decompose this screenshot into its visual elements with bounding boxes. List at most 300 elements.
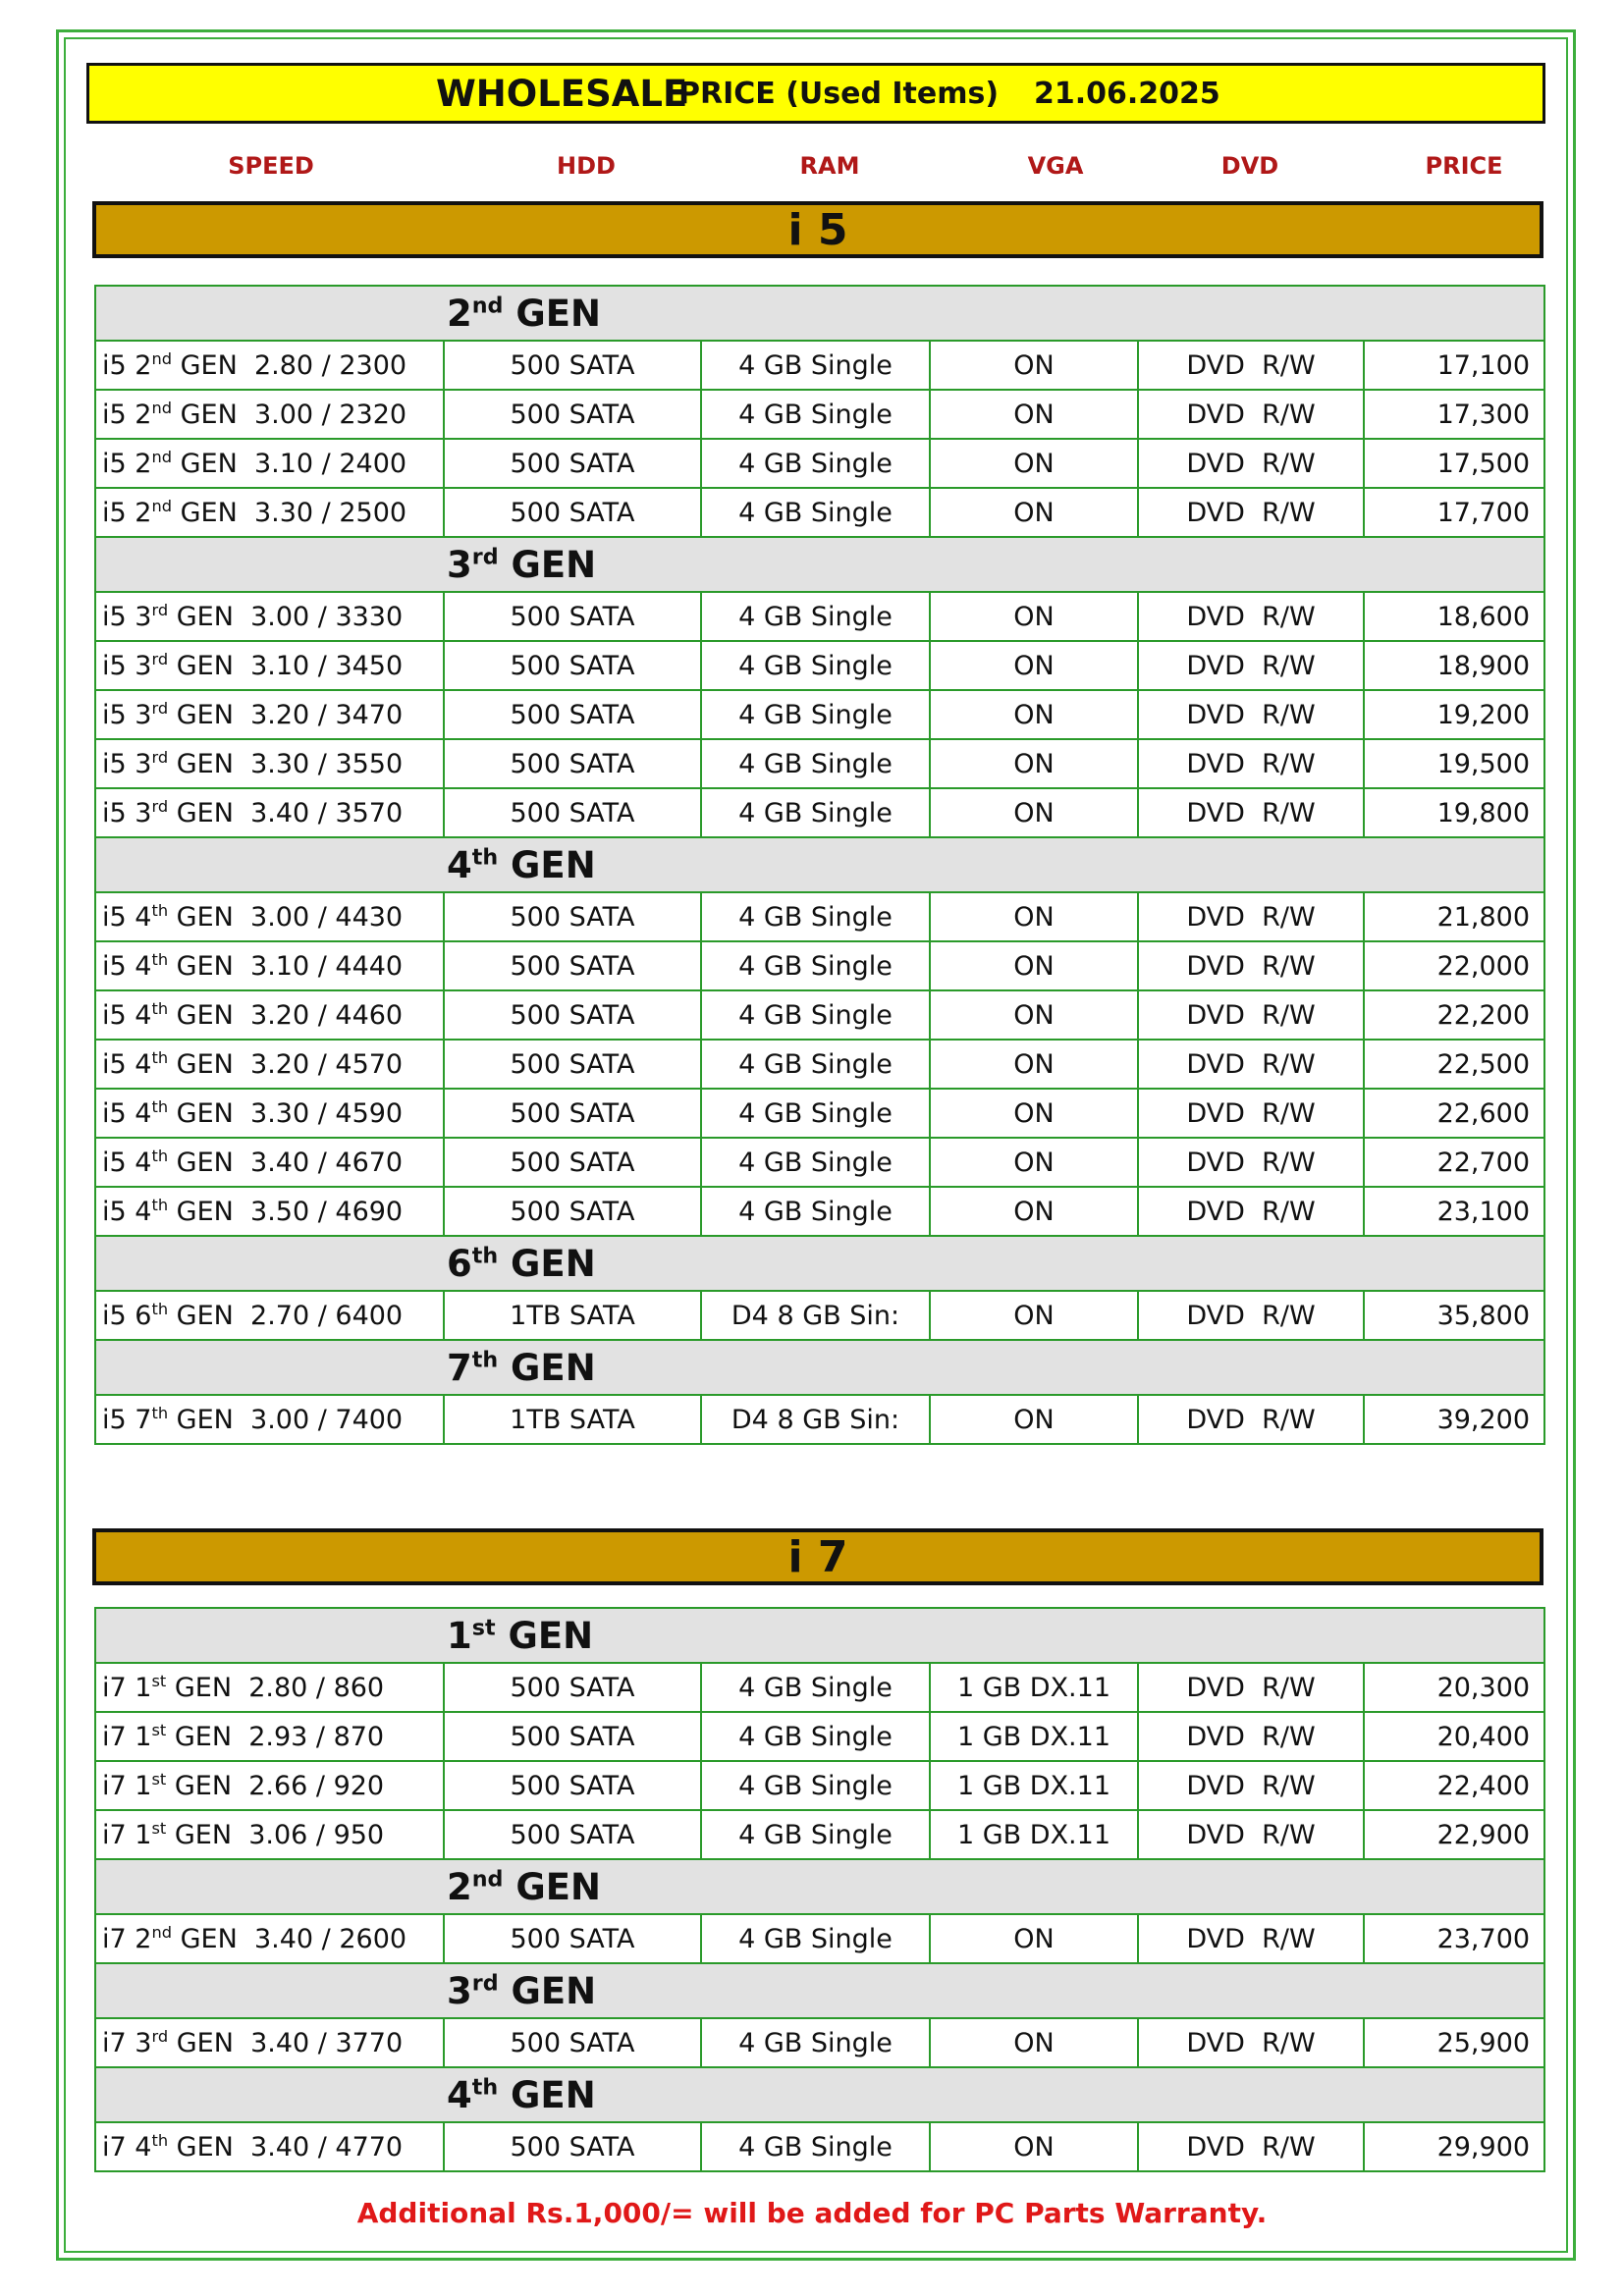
cpu-generation: 1 <box>135 1722 152 1752</box>
table-row <box>95 690 1544 739</box>
cell-dvd: DVD R/W <box>1138 690 1364 739</box>
table-row <box>95 341 1544 390</box>
cell-ram: 4 GB Single <box>701 788 930 837</box>
table-row <box>95 2018 1544 2067</box>
cell-price: 22,400 <box>1364 1761 1544 1810</box>
generation-number: 4 <box>447 2073 472 2116</box>
cpu-speed: 2.80 / 860 <box>248 1673 385 1703</box>
col-head-dvd: DVD <box>1220 152 1279 180</box>
cell-dvd: DVD R/W <box>1138 1914 1364 1963</box>
title-main: WHOLESALE <box>436 72 688 115</box>
cell-price: 22,000 <box>1364 941 1544 990</box>
generation-label <box>95 1236 1544 1291</box>
cpu-model: i5 <box>102 798 127 828</box>
cpu-generation-ordinal: th <box>151 1147 169 1165</box>
cpu-generation-ordinal: th <box>151 1404 169 1422</box>
cell-speed: i5 2nd GEN 3.00 / 2320 <box>95 390 444 439</box>
generation-number: 7 <box>447 1346 472 1389</box>
cpu-speed: 3.30 / 3550 <box>250 749 404 779</box>
generation-text: GEN <box>511 543 597 586</box>
cell-speed: i5 2nd GEN 3.30 / 2500 <box>95 488 444 537</box>
cell-vga: ON <box>930 592 1138 641</box>
cell-dvd: DVD R/W <box>1138 1663 1364 1712</box>
cell-speed: i5 4th GEN 3.10 / 4440 <box>95 941 444 990</box>
cell-ram: 4 GB Single <box>701 1187 930 1236</box>
generation-label <box>95 286 1544 341</box>
cell-speed: i5 3rd GEN 3.30 / 3550 <box>95 739 444 788</box>
cell-hdd: 500 SATA <box>444 892 701 941</box>
cpu-speed: 3.06 / 950 <box>248 1820 385 1850</box>
generation-ordinal: rd <box>471 1970 499 1997</box>
column-headers <box>0 152 1624 187</box>
cell-hdd: 500 SATA <box>444 390 701 439</box>
table-row <box>95 1914 1544 1963</box>
cell-dvd: DVD R/W <box>1138 1810 1364 1859</box>
cell-hdd: 500 SATA <box>444 690 701 739</box>
cpu-model: i5 <box>102 449 127 479</box>
cell-speed: i5 4th GEN 3.50 / 4690 <box>95 1187 444 1236</box>
cell-vga: ON <box>930 788 1138 837</box>
generation-header-row <box>95 837 1544 892</box>
cell-speed: i7 2nd GEN 3.40 / 2600 <box>95 1914 444 1963</box>
cell-dvd: DVD R/W <box>1138 739 1364 788</box>
cpu-model: i7 <box>102 2132 127 2163</box>
cpu-model: i5 <box>102 602 127 632</box>
cell-ram: 4 GB Single <box>701 1138 930 1187</box>
cpu-speed: 3.00 / 4430 <box>250 902 404 933</box>
cpu-speed: 3.30 / 2500 <box>253 498 407 528</box>
cell-dvd: DVD R/W <box>1138 892 1364 941</box>
cpu-generation-ordinal: rd <box>151 2027 169 2046</box>
cell-price: 22,500 <box>1364 1040 1544 1089</box>
cpu-generation-ordinal: st <box>151 1721 167 1739</box>
cell-vga: ON <box>930 892 1138 941</box>
cpu-generation: 3 <box>135 602 152 632</box>
cpu-generation-ordinal: th <box>151 2131 169 2150</box>
cpu-model: i5 <box>102 651 127 681</box>
generation-ordinal: th <box>471 1243 499 1269</box>
generation-header-row <box>95 537 1544 592</box>
cpu-model: i7 <box>102 1673 127 1703</box>
cpu-generation-ordinal: nd <box>151 399 173 417</box>
generation-label <box>95 1340 1544 1395</box>
cpu-generation: 6 <box>135 1301 152 1331</box>
cpu-speed: 3.40 / 4770 <box>250 2132 404 2163</box>
cpu-generation: 2 <box>135 1924 152 1954</box>
cell-hdd: 500 SATA <box>444 439 701 488</box>
price-table-i7 <box>94 1607 1545 2172</box>
section-bar-i7: i 7 <box>92 1528 1543 1585</box>
cell-speed: i5 4th GEN 3.00 / 4430 <box>95 892 444 941</box>
table-row <box>95 1089 1544 1138</box>
cell-dvd: DVD R/W <box>1138 592 1364 641</box>
cpu-generation-ordinal: rd <box>151 797 169 816</box>
cell-dvd: DVD R/W <box>1138 1089 1364 1138</box>
cell-ram: 4 GB Single <box>701 1663 930 1712</box>
cpu-speed: 3.40 / 4670 <box>250 1148 404 1178</box>
cpu-model: i5 <box>102 1000 127 1031</box>
cell-ram: 4 GB Single <box>701 390 930 439</box>
cell-hdd: 500 SATA <box>444 641 701 690</box>
cell-hdd: 1TB SATA <box>444 1395 701 1444</box>
cpu-speed: 2.93 / 870 <box>248 1722 385 1752</box>
cpu-speed: 3.20 / 4570 <box>250 1049 404 1080</box>
cell-hdd: 500 SATA <box>444 1914 701 1963</box>
cell-vga: 1 GB DX.11 <box>930 1761 1138 1810</box>
cell-price: 22,900 <box>1364 1810 1544 1859</box>
cpu-model: i5 <box>102 1148 127 1178</box>
cpu-generation: 3 <box>135 798 152 828</box>
generation-number: 4 <box>447 843 472 886</box>
table-row <box>95 1291 1544 1340</box>
cell-ram: 4 GB Single <box>701 990 930 1040</box>
cpu-generation: 1 <box>135 1673 152 1703</box>
cpu-generation: 3 <box>135 749 152 779</box>
cell-vga: 1 GB DX.11 <box>930 1712 1138 1761</box>
table-row <box>95 892 1544 941</box>
cell-hdd: 500 SATA <box>444 1187 701 1236</box>
generation-header-row <box>95 1608 1544 1663</box>
cell-dvd: DVD R/W <box>1138 641 1364 690</box>
cpu-generation-ordinal: nd <box>151 497 173 515</box>
cell-vga: ON <box>930 1291 1138 1340</box>
generation-ordinal: rd <box>471 544 499 570</box>
cell-price: 22,700 <box>1364 1138 1544 1187</box>
cell-dvd: DVD R/W <box>1138 2122 1364 2171</box>
cpu-speed: 3.10 / 4440 <box>250 951 404 982</box>
generation-ordinal: th <box>471 2074 499 2101</box>
table-row <box>95 739 1544 788</box>
cell-price: 19,500 <box>1364 739 1544 788</box>
table-row <box>95 439 1544 488</box>
generation-text: GEN <box>511 2073 596 2116</box>
cell-ram: 4 GB Single <box>701 941 930 990</box>
generation-text: GEN <box>511 1242 596 1285</box>
table-row <box>95 1395 1544 1444</box>
cell-dvd: DVD R/W <box>1138 1395 1364 1444</box>
generation-text: GEN <box>511 843 596 886</box>
table-row <box>95 1810 1544 1859</box>
generation-number: 1 <box>447 1614 472 1657</box>
cell-price: 39,200 <box>1364 1395 1544 1444</box>
cpu-speed: 3.00 / 2320 <box>253 400 407 430</box>
generation-text: GEN <box>508 1614 594 1657</box>
cell-vga: ON <box>930 2122 1138 2171</box>
cell-ram: 4 GB Single <box>701 739 930 788</box>
cell-price: 18,900 <box>1364 641 1544 690</box>
cell-ram: 4 GB Single <box>701 1914 930 1963</box>
cpu-model: i5 <box>102 350 127 381</box>
cell-vga: ON <box>930 341 1138 390</box>
cell-hdd: 500 SATA <box>444 941 701 990</box>
cpu-speed: 2.80 / 2300 <box>253 350 407 381</box>
generation-ordinal: th <box>471 1347 499 1373</box>
cpu-generation: 4 <box>135 1098 152 1129</box>
cell-price: 17,500 <box>1364 439 1544 488</box>
cell-price: 20,300 <box>1364 1663 1544 1712</box>
cell-ram: 4 GB Single <box>701 2122 930 2171</box>
cpu-generation-ordinal: rd <box>151 601 169 619</box>
generation-number: 6 <box>447 1242 472 1285</box>
generation-label <box>95 2067 1544 2122</box>
cell-hdd: 500 SATA <box>444 2122 701 2171</box>
col-head-speed: SPEED <box>228 152 314 180</box>
cell-price: 23,100 <box>1364 1187 1544 1236</box>
cell-speed: i7 1st GEN 3.06 / 950 <box>95 1810 444 1859</box>
cpu-model: i5 <box>102 1405 127 1435</box>
cpu-model: i5 <box>102 951 127 982</box>
cpu-model: i5 <box>102 902 127 933</box>
cell-speed: i5 2nd GEN 2.80 / 2300 <box>95 341 444 390</box>
cell-hdd: 500 SATA <box>444 788 701 837</box>
generation-header-row <box>95 1859 1544 1914</box>
cell-ram: 4 GB Single <box>701 1712 930 1761</box>
cell-ram: 4 GB Single <box>701 1089 930 1138</box>
cell-ram: 4 GB Single <box>701 341 930 390</box>
cell-ram: 4 GB Single <box>701 1761 930 1810</box>
cell-ram: D4 8 GB Sin: <box>701 1291 930 1340</box>
cell-hdd: 500 SATA <box>444 1040 701 1089</box>
cell-hdd: 500 SATA <box>444 341 701 390</box>
price-table-i5 <box>94 285 1545 1445</box>
generation-header-row <box>95 1340 1544 1395</box>
col-head-hdd: HDD <box>557 152 616 180</box>
generation-label <box>95 1608 1544 1663</box>
generation-header-row <box>95 286 1544 341</box>
cpu-model: i7 <box>102 1771 127 1801</box>
generation-ordinal: th <box>471 844 499 871</box>
cell-dvd: DVD R/W <box>1138 341 1364 390</box>
generation-text: GEN <box>515 292 601 335</box>
generation-header-row <box>95 1963 1544 2018</box>
price-date: 21.06.2025 <box>1034 76 1220 111</box>
cpu-generation-ordinal: nd <box>151 448 173 466</box>
cell-vga: ON <box>930 1187 1138 1236</box>
cell-price: 23,700 <box>1364 1914 1544 1963</box>
cell-speed: i5 4th GEN 3.20 / 4570 <box>95 1040 444 1089</box>
cell-vga: ON <box>930 739 1138 788</box>
cpu-model: i5 <box>102 749 127 779</box>
cell-dvd: DVD R/W <box>1138 941 1364 990</box>
cpu-model: i5 <box>102 1197 127 1227</box>
table-row <box>95 1040 1544 1089</box>
cell-vga: ON <box>930 941 1138 990</box>
generation-header-row <box>95 1236 1544 1291</box>
table-row <box>95 1761 1544 1810</box>
cpu-speed: 3.00 / 3330 <box>250 602 404 632</box>
cell-dvd: DVD R/W <box>1138 1040 1364 1089</box>
cpu-model: i7 <box>102 1924 127 1954</box>
cpu-speed: 3.00 / 7400 <box>250 1405 404 1435</box>
cell-ram: 4 GB Single <box>701 439 930 488</box>
cpu-speed: 3.10 / 2400 <box>253 449 407 479</box>
cell-ram: 4 GB Single <box>701 1040 930 1089</box>
cell-hdd: 500 SATA <box>444 990 701 1040</box>
cpu-generation-ordinal: nd <box>151 1923 173 1942</box>
cpu-model: i5 <box>102 498 127 528</box>
generation-number: 3 <box>447 1969 472 2012</box>
cell-dvd: DVD R/W <box>1138 1761 1364 1810</box>
cell-speed: i5 7th GEN 3.00 / 7400 <box>95 1395 444 1444</box>
cpu-generation-ordinal: st <box>151 1819 167 1838</box>
cell-dvd: DVD R/W <box>1138 390 1364 439</box>
cell-speed: i7 4th GEN 3.40 / 4770 <box>95 2122 444 2171</box>
cell-speed: i5 4th GEN 3.20 / 4460 <box>95 990 444 1040</box>
cell-dvd: DVD R/W <box>1138 788 1364 837</box>
cpu-generation-ordinal: rd <box>151 699 169 718</box>
cell-speed: i5 4th GEN 3.40 / 4670 <box>95 1138 444 1187</box>
cpu-generation: 1 <box>135 1820 152 1850</box>
cell-speed: i5 3rd GEN 3.10 / 3450 <box>95 641 444 690</box>
cpu-generation: 4 <box>135 1197 152 1227</box>
cpu-speed: 3.30 / 4590 <box>250 1098 404 1129</box>
cell-price: 29,900 <box>1364 2122 1544 2171</box>
cell-dvd: DVD R/W <box>1138 488 1364 537</box>
cell-hdd: 500 SATA <box>444 1761 701 1810</box>
cpu-speed: 3.50 / 4690 <box>250 1197 404 1227</box>
cell-hdd: 500 SATA <box>444 592 701 641</box>
cell-hdd: 1TB SATA <box>444 1291 701 1340</box>
cell-vga: ON <box>930 1914 1138 1963</box>
generation-text: GEN <box>515 1865 601 1908</box>
cell-speed: i7 1st GEN 2.93 / 870 <box>95 1712 444 1761</box>
cell-dvd: DVD R/W <box>1138 1138 1364 1187</box>
cell-speed: i5 2nd GEN 3.10 / 2400 <box>95 439 444 488</box>
generation-text: GEN <box>511 1346 596 1389</box>
cell-price: 17,100 <box>1364 341 1544 390</box>
cpu-generation: 3 <box>135 700 152 730</box>
title-bar <box>86 63 1545 124</box>
cell-ram: 4 GB Single <box>701 641 930 690</box>
cpu-generation: 2 <box>135 498 152 528</box>
cpu-generation: 4 <box>135 902 152 933</box>
cpu-generation: 2 <box>135 449 152 479</box>
cpu-speed: 3.40 / 2600 <box>253 1924 407 1954</box>
cell-dvd: DVD R/W <box>1138 1291 1364 1340</box>
col-head-vga: VGA <box>1027 152 1084 180</box>
cpu-generation-ordinal: th <box>151 901 169 920</box>
generation-number: 3 <box>447 543 472 586</box>
cpu-generation-ordinal: th <box>151 1196 169 1214</box>
cpu-generation: 4 <box>135 2132 152 2163</box>
cell-vga: ON <box>930 690 1138 739</box>
cpu-generation: 4 <box>135 951 152 982</box>
cell-price: 25,900 <box>1364 2018 1544 2067</box>
cpu-speed: 3.20 / 4460 <box>250 1000 404 1031</box>
cpu-generation: 2 <box>135 350 152 381</box>
generation-label <box>95 1963 1544 2018</box>
generation-number: 2 <box>447 292 472 335</box>
warranty-note: Additional Rs.1,000/= will be added for PC Parts Warranty. <box>356 2197 1268 2229</box>
table-row <box>95 941 1544 990</box>
cell-ram: 4 GB Single <box>701 892 930 941</box>
cell-vga: ON <box>930 1040 1138 1089</box>
cpu-generation: 2 <box>135 400 152 430</box>
cpu-speed: 3.40 / 3770 <box>250 2028 404 2058</box>
table-row <box>95 2122 1544 2171</box>
cpu-generation: 3 <box>135 651 152 681</box>
table-row <box>95 1663 1544 1712</box>
cell-hdd: 500 SATA <box>444 1663 701 1712</box>
cell-price: 17,700 <box>1364 488 1544 537</box>
cell-hdd: 500 SATA <box>444 1138 701 1187</box>
cell-price: 18,600 <box>1364 592 1544 641</box>
cell-price: 19,200 <box>1364 690 1544 739</box>
cpu-model: i7 <box>102 1820 127 1850</box>
cpu-speed: 2.70 / 6400 <box>250 1301 404 1331</box>
cell-ram: 4 GB Single <box>701 488 930 537</box>
cpu-generation: 3 <box>135 2028 152 2058</box>
cell-dvd: DVD R/W <box>1138 439 1364 488</box>
section-bar-i5: i 5 <box>92 201 1543 258</box>
cpu-generation-ordinal: st <box>151 1770 167 1789</box>
cpu-model: i5 <box>102 1049 127 1080</box>
cell-vga: ON <box>930 1089 1138 1138</box>
generation-label <box>95 837 1544 892</box>
cpu-model: i5 <box>102 1301 127 1331</box>
cpu-speed: 3.40 / 3570 <box>250 798 404 828</box>
cell-hdd: 500 SATA <box>444 2018 701 2067</box>
cpu-generation: 4 <box>135 1000 152 1031</box>
cell-hdd: 500 SATA <box>444 1089 701 1138</box>
cell-price: 17,300 <box>1364 390 1544 439</box>
title-subtitle: PRICE (Used Items) <box>678 76 1000 111</box>
table-row <box>95 592 1544 641</box>
table-row <box>95 1138 1544 1187</box>
cpu-model: i5 <box>102 1098 127 1129</box>
cpu-generation-ordinal: th <box>151 1048 169 1067</box>
cpu-generation: 4 <box>135 1049 152 1080</box>
cell-price: 35,800 <box>1364 1291 1544 1340</box>
cell-ram: 4 GB Single <box>701 2018 930 2067</box>
cpu-generation: 4 <box>135 1148 152 1178</box>
cell-speed: i5 4th GEN 3.30 / 4590 <box>95 1089 444 1138</box>
cell-dvd: DVD R/W <box>1138 2018 1364 2067</box>
cell-speed: i7 1st GEN 2.80 / 860 <box>95 1663 444 1712</box>
cell-hdd: 500 SATA <box>444 1810 701 1859</box>
cpu-generation-ordinal: rd <box>151 748 169 767</box>
table-row <box>95 488 1544 537</box>
cell-ram: 4 GB Single <box>701 592 930 641</box>
cell-hdd: 500 SATA <box>444 739 701 788</box>
cell-price: 20,400 <box>1364 1712 1544 1761</box>
generation-ordinal: nd <box>471 1866 504 1893</box>
generation-ordinal: st <box>471 1615 496 1641</box>
table-row <box>95 788 1544 837</box>
cpu-generation-ordinal: th <box>151 999 169 1018</box>
cell-vga: 1 GB DX.11 <box>930 1810 1138 1859</box>
col-head-ram: RAM <box>799 152 860 180</box>
table-row <box>95 1712 1544 1761</box>
cpu-model: i7 <box>102 2028 127 2058</box>
cpu-model: i7 <box>102 1722 127 1752</box>
cell-dvd: DVD R/W <box>1138 1187 1364 1236</box>
cell-vga: ON <box>930 1138 1138 1187</box>
cell-vga: 1 GB DX.11 <box>930 1663 1138 1712</box>
cell-speed: i5 3rd GEN 3.00 / 3330 <box>95 592 444 641</box>
cell-hdd: 500 SATA <box>444 488 701 537</box>
table-row <box>95 390 1544 439</box>
col-head-price: PRICE <box>1425 152 1503 180</box>
cell-hdd: 500 SATA <box>444 1712 701 1761</box>
cell-ram: 4 GB Single <box>701 1810 930 1859</box>
cell-vga: ON <box>930 439 1138 488</box>
cell-dvd: DVD R/W <box>1138 1712 1364 1761</box>
cpu-generation-ordinal: th <box>151 1097 169 1116</box>
cpu-generation-ordinal: th <box>151 950 169 969</box>
cell-vga: ON <box>930 990 1138 1040</box>
cell-vga: ON <box>930 488 1138 537</box>
